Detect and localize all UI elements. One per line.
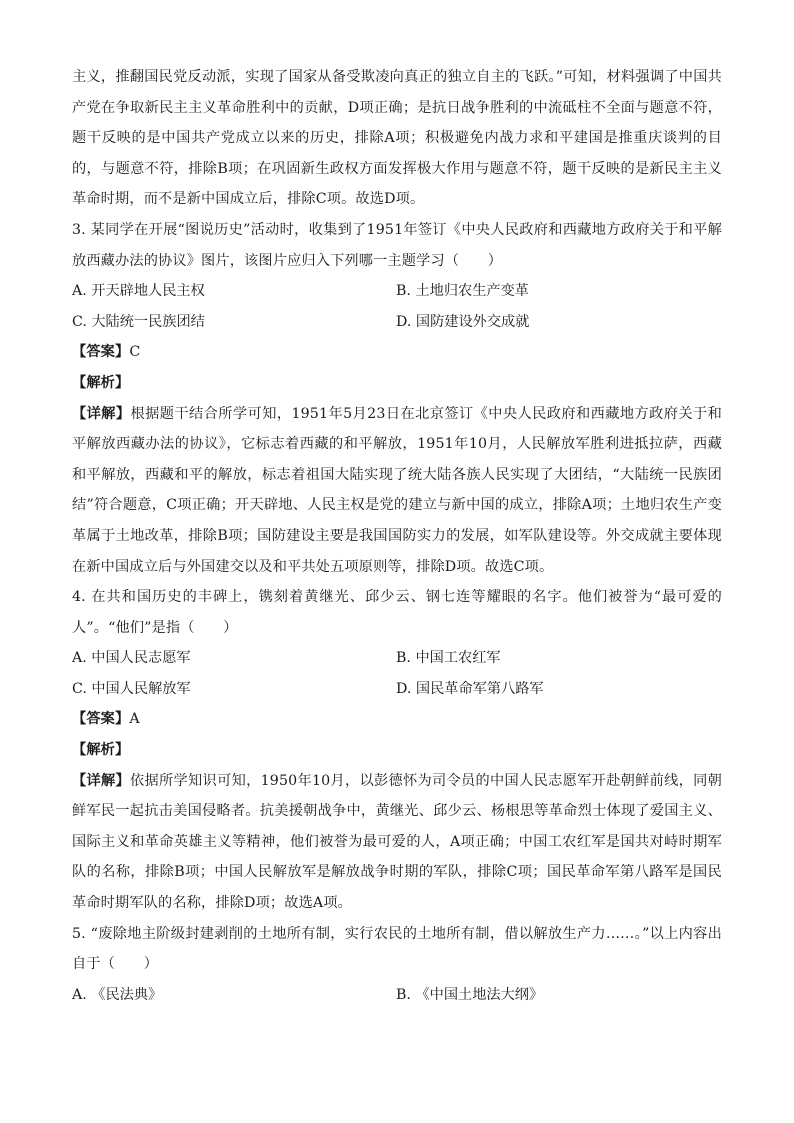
- intro-paragraph: 主义，推翻国民党反动派，实现了国家从备受欺凌向真正的独立自主的飞跃。”可知，材料强调了中国共产党在争取新民主主义革命胜利中的贡献，D项正确；是抗日战争胜利的中流砥柱不全面与题意不符，题干反映的是中国共产党成立以来的历史，排除A项；积极避免内战力求和平建国是推重庆谈判的目的，与题意不符，排除B项；在巩固新生政权方面发挥极大作用与题意不符，题干反映的是新民主主义革命时期，而不是新中国成立后，排除C项。故选D项。: [72, 69, 722, 208]
- detail-tag: 【详解】: [72, 772, 131, 789]
- question-3-detail: [72, 399, 722, 583]
- question-4-options-row-1: [72, 643, 722, 674]
- analysis-tag: 【解析】: [72, 742, 130, 759]
- question-5-options-row-1: [72, 980, 722, 1011]
- question-4-option-c: C. 中国人民解放军: [72, 680, 191, 697]
- question-4-analysis-heading: [72, 735, 722, 766]
- answer-tag: 【答案】: [72, 711, 130, 728]
- question-5-option-a: A. 《民法典》: [72, 986, 163, 1003]
- question-3-answer: [72, 337, 722, 368]
- analysis-tag: 【解析】: [72, 374, 130, 391]
- question-4-option-d: D. 国民革命军第八路军: [396, 680, 544, 697]
- question-4-option-a: A. 中国人民志愿军: [72, 650, 191, 667]
- question-4-answer: [72, 704, 722, 735]
- question-4-options-row-2: [72, 674, 722, 705]
- question-3-answer-value: C: [129, 344, 141, 361]
- question-3-detail-text: 根据题干结合所学可知，1951年5月23日在北京签订《中央人民政府和西藏地方政府关于和平解放西藏办法的协议》，它标志着西藏的和平解放，1951年10月，人民解放军胜利进抵拉萨，西藏和平解放，西藏和平的解放，标志着祖国大陆实现了统大陆各族人民实现了大团结，“大陆统一民族团结”符合题意，C项正确；开天辟地、人民主权是党的建立与新中国的成立，排除A项；土地归农生产变革属于土地改革，排除B项；国防建设主要是我国国防实力的发展，如军队建设等。外交成就主要体现在新中国成立后与外国建交以及和平共处五项原则等，排除D项。故选C项。: [72, 405, 723, 575]
- question-5-option-b: B. 《中国土地法大纲》: [396, 986, 544, 1003]
- question-4-answer-value: A: [129, 711, 140, 728]
- question-3-stem: 3. 某同学在开展“图说历史”活动时，收集到了1951年签订《中央人民政府和西藏地方政府关于和平解放西藏办法的协议》图片，该图片应归入下列哪一主题学习（ ）: [72, 221, 722, 269]
- question-3-option-d: D. 国防建设外交成就: [396, 313, 530, 330]
- question-3-option-a: A. 开天辟地人民主权: [72, 283, 205, 300]
- question-4-stem: 4. 在共和国历史的丰碑上，镌刻着黄继光、邱少云、钢七连等耀眼的名字。他们被誉为“最可爱的人”。“他们”是指（ ）: [72, 589, 722, 636]
- question-5-stem: 5. “废除地主阶级封建剥削的土地所有制，实行农民的土地所有制，借以解放生产力……。”以上内容出自于（ ）: [72, 925, 722, 973]
- question-3-options-row-2: [72, 307, 722, 338]
- question-4-option-b: B. 中国工农红军: [396, 650, 501, 667]
- question-4-detail-text: 依据所学知识可知，1950年10月，以彭德怀为司令员的中国人民志愿军开赴朝鲜前线，同朝鲜军民一起抗击美国侵略者。抗美援朝战争中，黄继光、邱少云、杨根思等革命烈士体现了爱国主义、国际主义和革命英雄主义等精神，他们被誉为最可爱的人，A项正确；中国工农红军是国共对峙时期军队的名称，排除B项；中国人民解放军是解放战争时期的军队，排除C项；国民革命军第八路军是国民革命时期军队的名称，排除D项；故选A项。: [72, 772, 722, 912]
- question-3-analysis-heading: [72, 368, 722, 399]
- answer-tag: 【答案】: [72, 344, 130, 361]
- document-page: [72, 62, 722, 1010]
- question-3-options-row-1: [72, 276, 722, 307]
- question-4-detail: [72, 766, 722, 919]
- question-3-option-c: C. 大陆统一民族团结: [72, 313, 205, 330]
- question-3-option-b: B. 土地归农生产变革: [396, 283, 529, 300]
- detail-tag: 【详解】: [72, 405, 131, 422]
